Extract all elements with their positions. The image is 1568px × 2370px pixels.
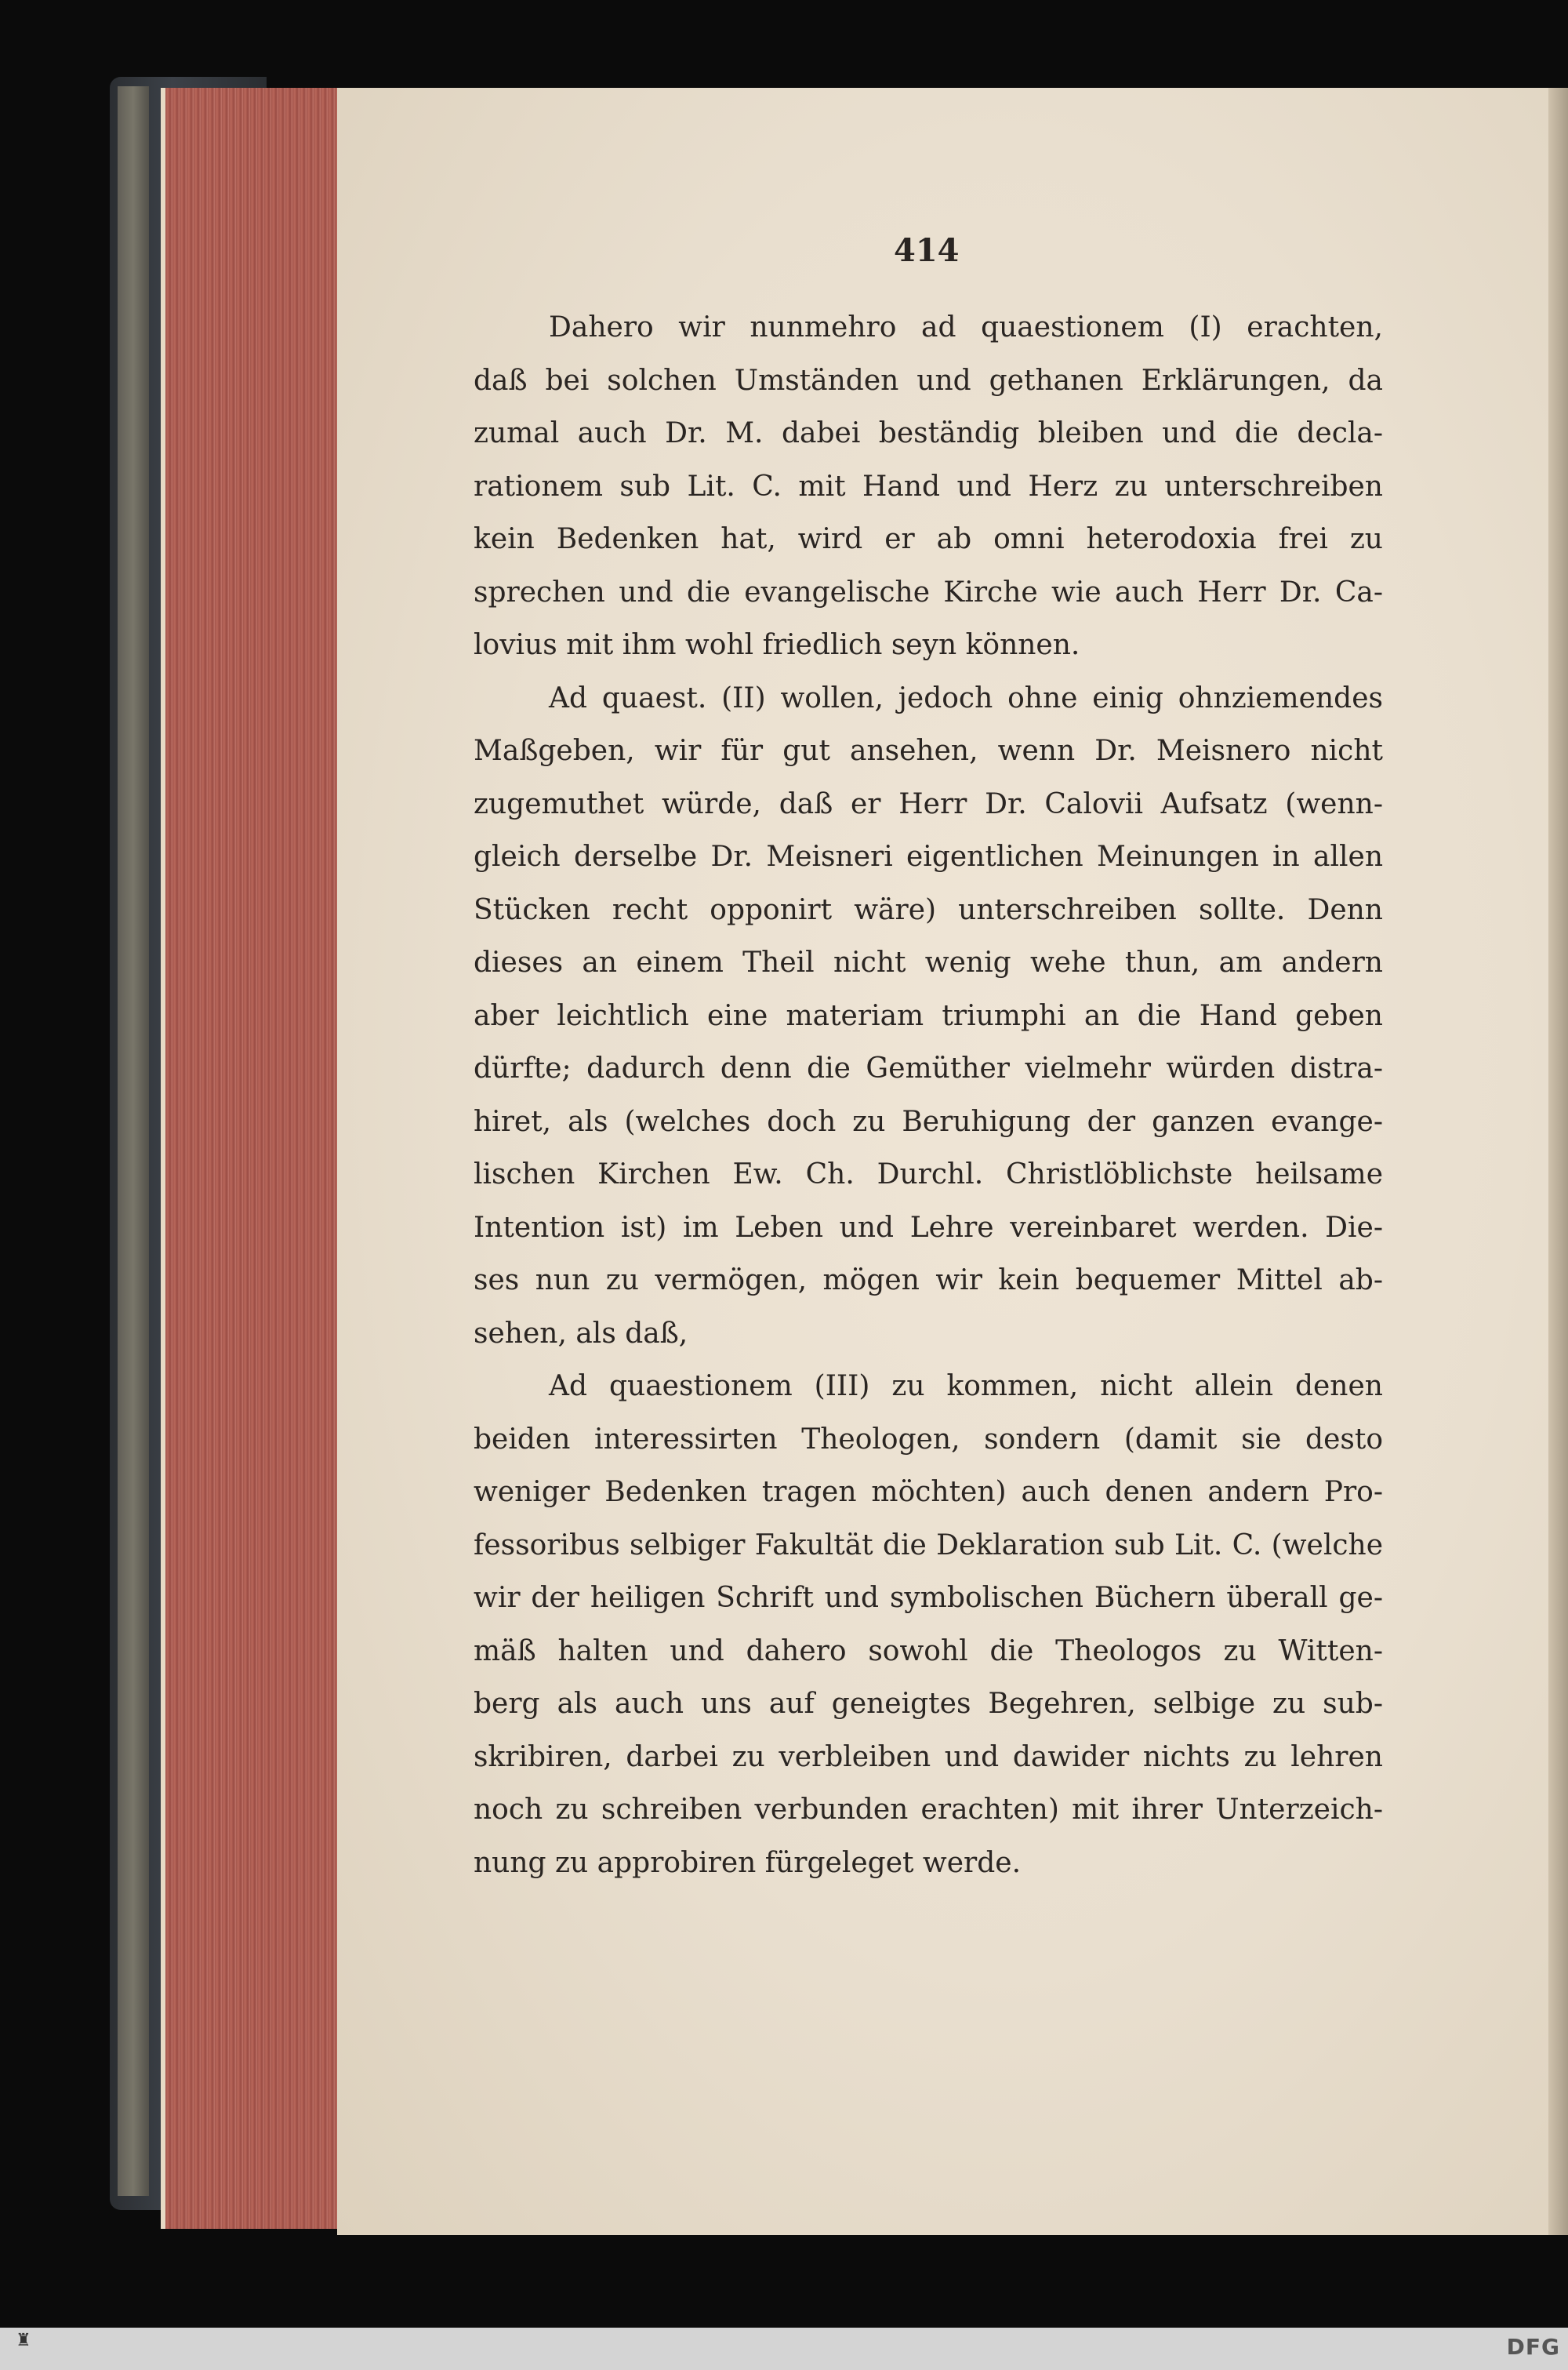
text-line: weniger Bedenken tragen möchten) auch denen andern Pro- [474,1476,1383,1508]
text-line: rationem sub Lit. C. mit Hand und Herz zu unterschreiben [474,470,1383,503]
text-line: fessoribus selbiger Fakultät die Deklaration sub Lit. C. (welche [474,1529,1383,1561]
text-line: sprechen und die evangelische Kirche wie auch Herr Dr. Ca- [474,576,1383,609]
text-line: dieses an einem Theil nicht wenig wehe thun, am andern [474,947,1383,979]
text-line: Dahero wir nunmehro ad quaestionem (I) erachten, [549,311,1383,344]
text-line: daß bei solchen Umständen und gethanen Erklärungen, da [474,364,1383,397]
text-line: skribiren, darbei zu verbleiben und dawider nichts zu lehren [474,1740,1383,1773]
text-line: ses nun zu vermögen, mögen wir kein bequemer Mittel ab- [474,1264,1383,1296]
text-line: Stücken recht opponirt wäre) unterschreiben sollte. Denn [474,893,1383,926]
text-line: hiret, als (welches doch zu Beruhigung der ganzen evange- [474,1105,1383,1138]
library-logo-icon: ♜ [16,2331,31,2350]
text-line: wir der heiligen Schrift und symbolischen Büchern überall ge- [474,1582,1383,1614]
text-line: Ad quaestionem (III) zu kommen, nicht allein denen [549,1370,1383,1402]
text-line: Maßgeben, wir für gut ansehen, wenn Dr. Meisnero nicht [474,735,1383,767]
cover-edge [118,86,149,2196]
page-number: 414 [894,232,960,269]
text-line: beiden interessirten Theologen, sondern (damit sie desto [474,1423,1383,1456]
viewer-footer-bar [0,2328,1568,2370]
text-line: lischen Kirchen Ew. Ch. Durchl. Christlöblichste heilsame [474,1158,1383,1190]
text-line: kein Bedenken hat, wird er ab omni heterodoxia frei zu [474,523,1383,555]
text-line: zugemuthet würde, daß er Herr Dr. Calovii Aufsatz (wenn- [474,787,1383,820]
text-line: noch zu schreiben verbunden erachten) mit ihrer Unterzeich- [474,1794,1383,1826]
text-line: Ad quaest. (II) wollen, jedoch ohne einig ohnziemendes [549,682,1383,714]
text-line: sehen, als daß, [474,1317,688,1350]
text-line: dürfte; dadurch denn die Gemüther vielmehr würden distra- [474,1052,1383,1085]
text-line: nung zu approbiren fürgeleget werde. [474,1846,1022,1879]
adjacent-page-edge [1548,88,1568,2235]
page-edges [161,88,352,2229]
text-line: zumal auch Dr. M. dabei beständig bleiben und die decla- [474,417,1383,449]
dfg-mark: DFG [1506,2334,1560,2360]
text-line: aber leichtlich eine materiam triumphi an die Hand geben [474,999,1383,1032]
text-line: Intention ist) im Leben und Lehre vereinbaret werden. Die- [474,1211,1383,1244]
text-line: lovius mit ihm wohl friedlich seyn können. [474,629,1080,661]
text-line: mäß halten und dahero sowohl die Theologos zu Witten- [474,1634,1383,1667]
text-line: berg als auch uns auf geneigtes Begehren, selbige zu sub- [474,1688,1383,1720]
page-text [474,301,1383,1889]
text-line: gleich derselbe Dr. Meisneri eigentlichen Meinungen in allen [474,841,1383,873]
